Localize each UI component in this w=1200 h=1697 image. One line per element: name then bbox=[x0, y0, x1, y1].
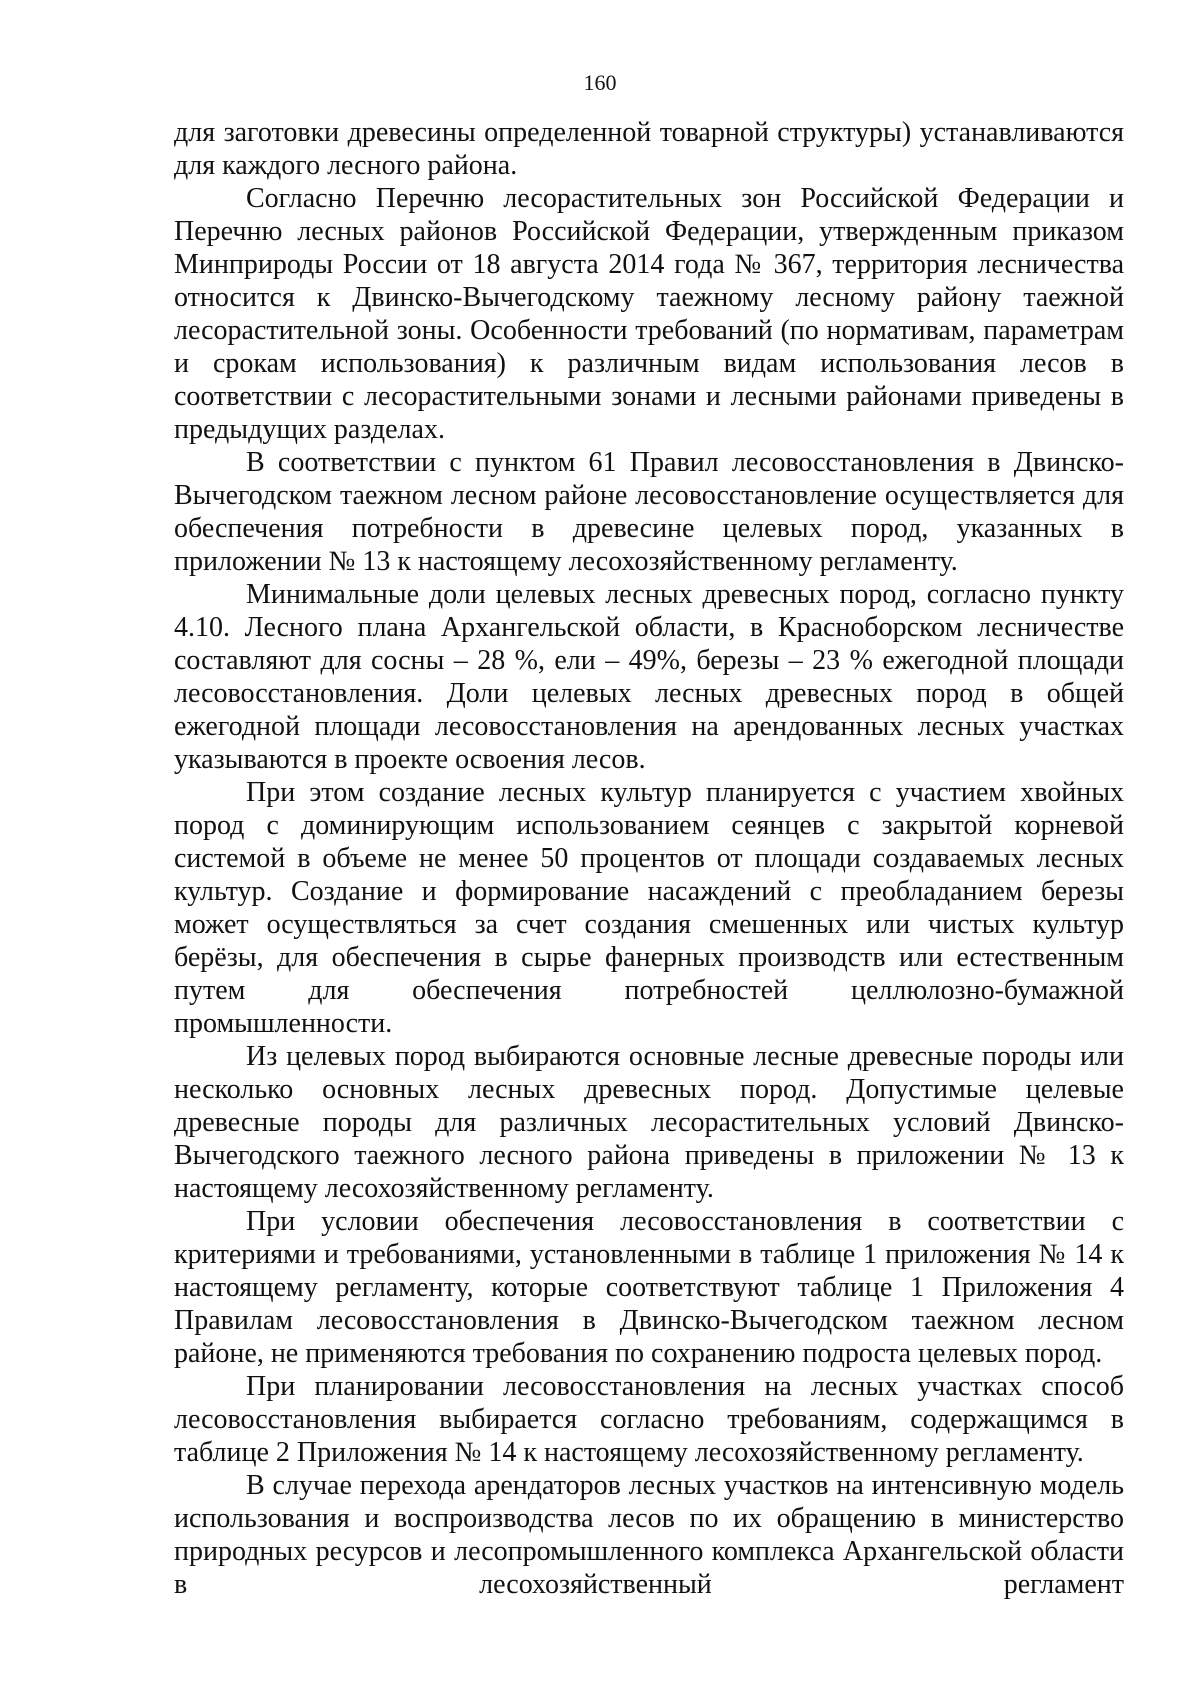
paragraph-planning-method: При планировании лесовосстановления на лесных участках способ лесовосстановления выбирается согласно требованиям, содержащимся в таблице 2 Приложения № 14 к настоящему лесохозяйственному регламенту. bbox=[174, 1371, 1124, 1468]
paragraph-reforestation-rules: В соответствии с пунктом 61 Правил лесовосстановления в Двинско-Вычегодском таежном лесном районе лесовосстановление осуществляется для обеспечения потребности в древесине целевых пород, указанных в приложении № 13 к настоящему лесохозяйственному регламенту. bbox=[174, 447, 1124, 577]
paragraph-intensive-model: В случае перехода арендаторов лесных участков на интенсивную модель использования и воспроизводства лесов по их обращению в министерство природных ресурсов и лесопромышленного комплекса Архангельской области в лесохозяйственный регламент bbox=[174, 1470, 1124, 1600]
body-text bbox=[174, 116, 1124, 1601]
paragraph-continuation: для заготовки древесины определенной товарной структуры) устанавливаются для каждого лесного района. bbox=[174, 117, 1124, 181]
page-number: 160 bbox=[583, 70, 617, 95]
paragraph-forest-cultures: При этом создание лесных культур планируется с участием хвойных пород с доминирующим использованием сеянцев с закрытой корневой системой в объеме не менее 50 процентов от площади создаваемых лесных культур. Создание и формирование насаждений с преобладанием березы может осуществляться за счет создания смешенных или чистых культур берёзы, для обеспечения в сырье фанерных производств или естественным путем для обеспечения потребностей целлюлозно-бумажной промышленности. bbox=[174, 777, 1124, 1039]
paragraph-undergrowth: При условии обеспечения лесовосстановления в соответствии с критериями и требованиями, установленными в таблице 1 приложения № 14 к настоящему регламенту, которые соответствуют таблице 1 Приложения 4 Правилам лесовосстановления в Двинско-Вычегодском таежном лесном районе, не применяются требования по сохранению подроста целевых пород. bbox=[174, 1206, 1124, 1369]
paragraph-species-shares: Минимальные доли целевых лесных древесных пород, согласно пункту 4.10. Лесного плана Архангельской области, в Красноборском лесничестве составляют для сосны – 28 %, ели – 49%, березы – 23 % ежегодной площади лесовосстановления. Доли целевых лесных древесных пород в общей ежегодной площади лесовосстановления на арендованных лесных участках указываются в проекте освоения лесов. bbox=[174, 579, 1124, 775]
paragraph-forest-zones: Согласно Перечню лесорастительных зон Российской Федерации и Перечню лесных районов Российской Федерации, утвержденным приказом Минприроды России от 18 августа 2014 года № 367, территория лесничества относится к Двинско-Вычегодскому таежному лесному району таежной лесорастительной зоны. Особенности требований (по нормативам, параметрам и срокам использования) к различным видам использования лесов в соответствии с лесорастительными зонами и лесными районами приведены в предыдущих разделах. bbox=[174, 183, 1124, 445]
paragraph-target-species: Из целевых пород выбираются основные лесные древесные породы или несколько основных лесных древесных пород. Допустимые целевые древесные породы для различных лесорастительных условий Двинско-Вычегодского таежного лесного района приведены в приложении № 13 к настоящему лесохозяйственному регламенту. bbox=[174, 1041, 1124, 1204]
